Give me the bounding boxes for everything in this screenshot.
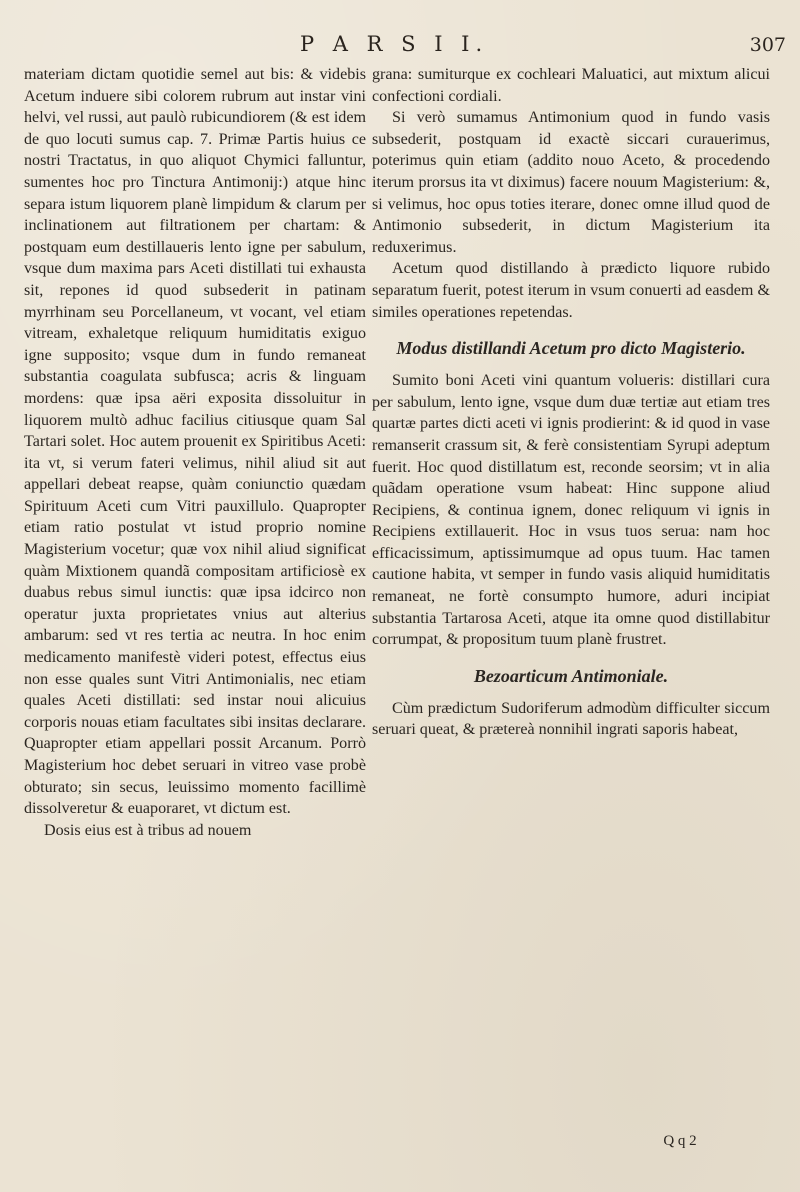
right-paragraph-4: Sumito boni Aceti vini quantum volueris: distillari cura per sabulum, lento igne, vsque dum duæ tertiæ aut etiam tres quartæ partes dicti aceti vi ignis prodierint: & id quod in vase remanserit crassum sit, & ferè consistentiam Syrupi adeptum fuerit. Hoc quod distillatum est, reconde seorsim; vt in alia quãdam operatione vsum habeat: Hinc suppone aliud Recipiens, & continua ignem, donec reliquum vi ignis in Recipiens extillauerit. Hoc in vsus tuos serua: nam hoc efficacissimum, aptissimumque ad opus tuum. Hac tamen cautione habita, vt semper in fundo vasis aliquid humiditatis remaneat, ne fortè consumpto humore, aduri incipiat substantia Tartarosa Aceti, atque ita omne quod distillabitur corrumpat, & propositum tuum planè frustret. — [372, 372, 770, 649]
left-column — [24, 64, 366, 841]
page-header — [0, 28, 800, 60]
right-paragraph-3: Acetum quod distillando à prædicto liquore rubido separatum fuerit, potest iterum in vsum conuerti ad easdem & similes operationes repetendas. — [372, 260, 770, 321]
right-paragraph-2: Si verò sumamus Antimonium quod in fundo vasis subsederit, postquam id exactè siccari curauerimus, poterimus quin etiam (addito nouo Aceto, & procedendo iterum prorsus ita vt diximus) facere nouum Magisterium: &, si velimus, hoc opus toties iterare, donec omne illud quod de Antimonio subsederit, in dictum Magisterium ita reduxerimus. — [372, 109, 770, 256]
right-column — [372, 64, 770, 741]
section-heading-bezoarticum: Bezoarticum Antimoniale. — [473, 665, 669, 686]
right-paragraph-5: Cùm prædictum Sudoriferum admodùm difficulter siccum seruari queat, & prætereà nonnihil ingrati saporis habeat, — [372, 699, 770, 739]
left-paragraph-2: Dosis eius est à tribus ad nouem — [44, 821, 252, 839]
signature-mark: Q q 2 — [663, 1133, 697, 1149]
page-number: 307 — [749, 34, 786, 56]
section-heading-distillation: Modus distillandi Acetum pro dicto Magisterio. — [396, 338, 746, 359]
left-paragraph-1: materiam dictam quotidie semel aut bis: & videbis Acetum induere sibi colorem rubrum aut instar vini helvi, vel russi, aut paulò rubicundiorem (& est idem de quo locuti sumus cap. 7. Primæ Partis huius ce nostri Tractatus, in quo aliquot Chymici falluntur, sumentes hoc pro Tinctura Antimonij:) atque hinc separa istum liquorem planè limpidum & clarum per inclinationem aut filtrationem per chartam: & postquam eum destillaueris lento igne per sabulum, vsque dum maxima pars Aceti distillati tui exhausta sit, repones id quod subsederit in patinam myrrhinam seu Porcellaneum, vt vocant, vel etiam vitream, exhaletque reliquum humiditatis exiguo igne supposito; vsque dum in fundo remaneat substantia coagulata subfusca; acris & linguam mordens: quæ ipsa aëri exposita dissoluitur in liquorem multò adhuc facilius citiusque quam Sal Tartari solet. Hoc autem prouenit ex Spiritibus Aceti: ita vt, si verum fateri velimus, nihil aliud sit aut appellari debeat reapse, quàm coniunctio quædam Spirituum Aceti cum Vitri pauxillulo. Quapropter etiam ratio postulat vt istud proprio nomine Magisterium vocetur; quæ vox nihil aliud significat quàm Mixtionem quandã compositam artificiosè ex duabus rebus simul iunctis: quæ ipsa idcirco non operatur juxta proprietates vnius aut alterius ambarum: sed vt res tertia ac neutra. In hoc enim medicamento manifestè videri potest, effectus eius non esse quales sunt Vitri Antimonialis, nec etiam quales Aceti distillati: sed instar noui alicuius corporis nouas etiam facultates sibi insitas declarare. Quapropter etiam appellari possit Arcanum. Porrò Magisterium hoc debet seruari in vitreo vase probè obturato; sin secus, leuissimo momento facillimè dissolveretur & euaporaret, vt dictum est. — [24, 66, 366, 818]
right-paragraph-1: grana: sumiturque ex cochleari Maluatici, aut mixtum alicui confectioni cordiali. — [372, 66, 770, 105]
running-head: P A R S I I. — [300, 32, 489, 56]
